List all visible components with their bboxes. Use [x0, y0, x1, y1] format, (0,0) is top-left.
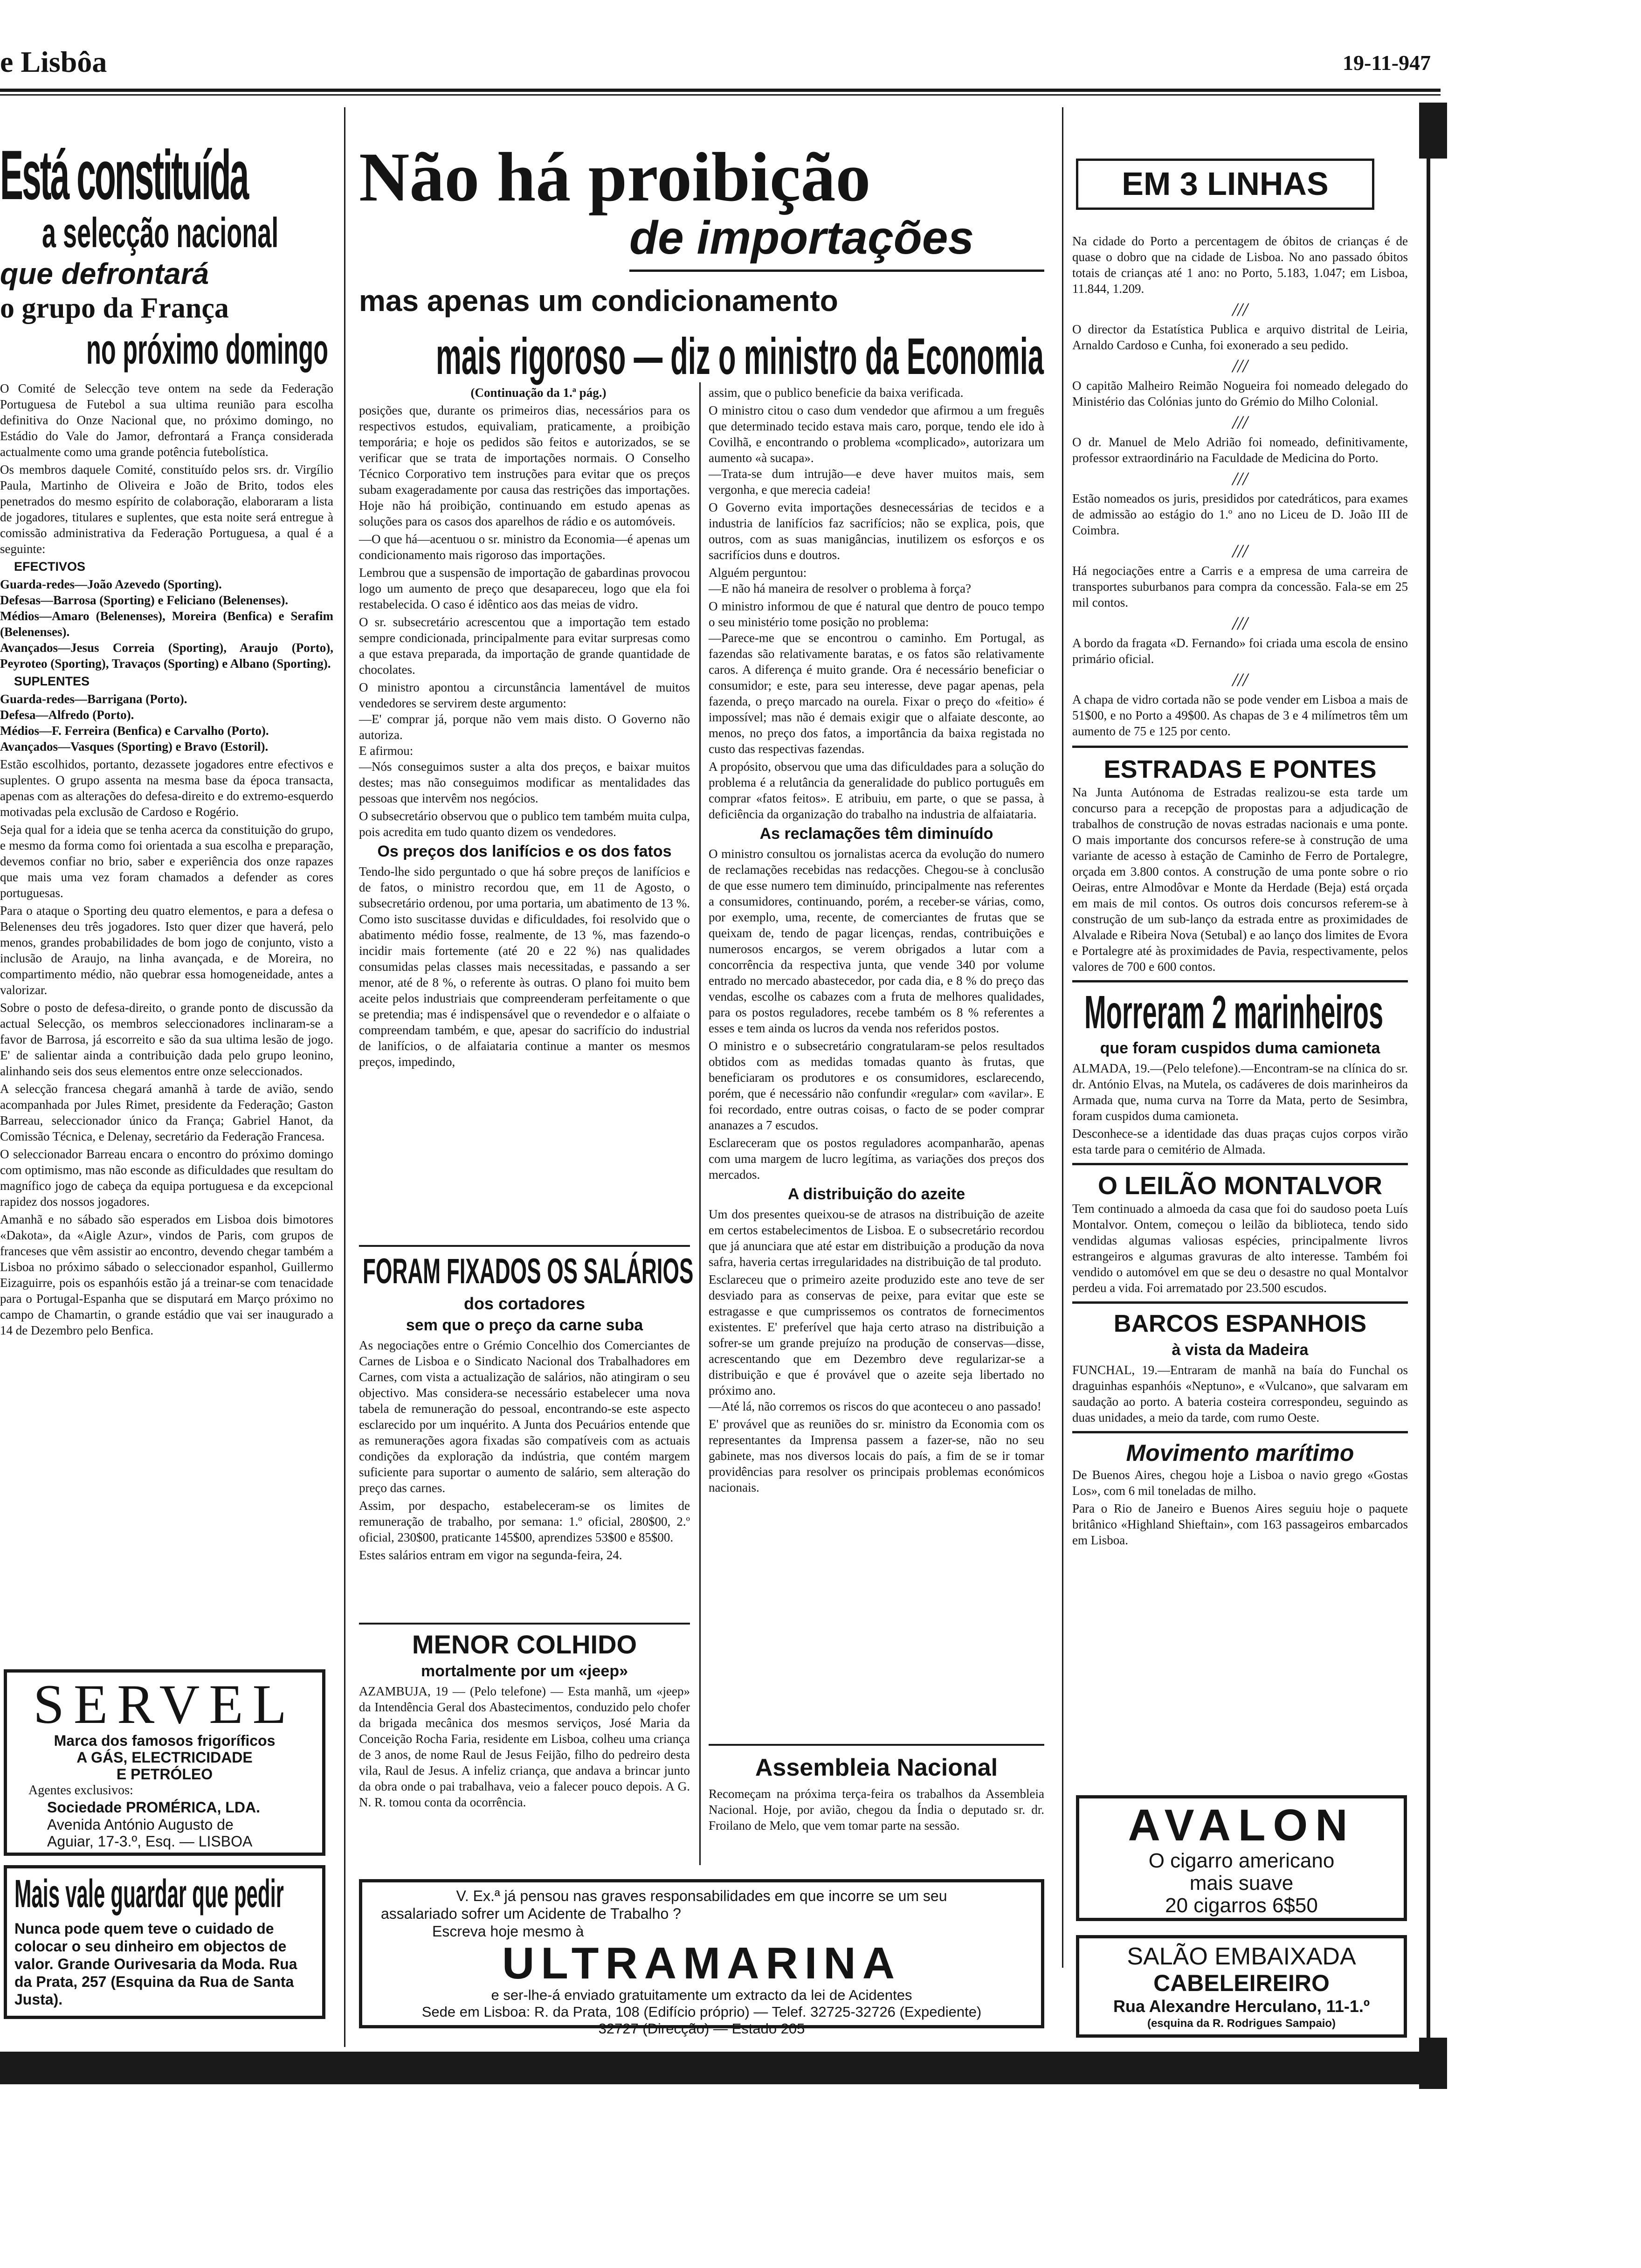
main-column-left — [359, 385, 690, 1072]
brief-item: A bordo da fragata «D. Fernando» foi criada uma escola de ensino primário oficial. — [1072, 636, 1408, 666]
section-rule — [1072, 1301, 1408, 1304]
barcos-subheading: à vista da Madeira — [1172, 1341, 1309, 1359]
ultramarina-line: Escreva hoje mesmo à — [432, 1923, 584, 1940]
bottom-rule — [0, 2052, 1427, 2084]
menor-headline: MENOR COLHIDO — [412, 1630, 637, 1659]
article-paragraph: A propósito, observou que uma das dificuldades para a solução do problema é a relutância da generalidade do publico português em comprar «fatos feitos». E atribuiu, em parte, o que se passa, à deficiência da organização do trabalho na industria de alfaiataria. — [709, 760, 1044, 821]
section-rule — [1072, 980, 1408, 982]
salarios-paragraph: Estes salários entram em vigor na segunda-feira, 24. — [359, 1548, 622, 1562]
article-subheading: As reclamações têm diminuído — [759, 825, 993, 843]
article-subheading: A distribuição do azeite — [787, 1185, 965, 1203]
section-rule — [1072, 1431, 1408, 1433]
morreram-headline: Morreram 2 marinheiros — [1084, 986, 1384, 1038]
separator-mark: /// — [1232, 355, 1248, 376]
separator-mark: /// — [1232, 540, 1248, 561]
separator-mark: /// — [1232, 468, 1248, 489]
em-3-linhas-box — [1076, 159, 1374, 210]
sport-headline-5: no próximo domingo — [86, 326, 329, 373]
sport-headline-2: a selecção nacional — [42, 210, 279, 256]
ultramarina-line: 32727 (Direcção) — Estado 205 — [598, 2020, 805, 2037]
main-headline-1: Não há proibição — [359, 138, 871, 216]
salao-line: (esquina da R. Rodrigues Sampaio) — [1147, 2017, 1336, 2030]
salao-line: SALÃO EMBAIXADA — [1127, 1943, 1356, 1970]
separator-mark: /// — [1232, 412, 1248, 433]
ultramarina-line: Sede em Lisboa: R. da Prata, 108 (Edifício próprio) — Telef. 32725-32726 (Expediente) — [421, 2004, 982, 2020]
masthead-rule — [0, 89, 1441, 92]
article-paragraph: O ministro citou o caso dum vendedor que afirmou a um freguês que determinado tecido estava mais caro, porque, tendo ele ido à Covilhã, e encontrando o problema «complicado», autorizara um aumento «à sucapa». —Trata-se dum intrujão—e deve haver muitos mais, sem vergonha, e que merecia cadeia! — [709, 403, 1044, 497]
masthead-rule-thin — [0, 94, 1441, 96]
servel-line: A GÁS, ELECTRICIDADE — [76, 1749, 253, 1766]
sport-paragraph: O seleccionador Barreau encara o encontro do próximo domingo com optimismo, mas não esconde as dificuldades que resultam do magnífico jogo de cabeça da equipa portuguesa e da excepcional rapidez dos nossos jogadores. — [0, 1147, 333, 1209]
brief-item: Há negociações entre a Carris e a empresa de uma carreira de transportes suburbanos para compra da concessão. Fala-se em 25 mil contos. — [1072, 564, 1408, 609]
avalon-line: mais suave — [1189, 1872, 1294, 1895]
article-paragraph: O Governo evita importações desnecessárias de tecidos e a industria de lanifícios faz sacrifícios; não se explica, pois, que outros, com as suas manigâncias, inutilizem os esforços e os sacrifícios duns e doutros. — [709, 500, 1044, 562]
ourivesaria-text: Nunca pode quem teve o cuidado de colocar o seu dinheiro em objectos de valor. Grande Ourivesaria da Moda. Rua da Prata, 257 (Esquina da Rua de Santa Justa). — [14, 1920, 297, 2008]
movimento-paragraph: Para o Rio de Janeiro e Buenos Aires seguiu hoje o paquete britânico «Highland Shieftain», com 163 passageiros embarcados em Lisboa. — [1072, 1501, 1408, 1547]
avalon-brand: AVALON — [1128, 1800, 1355, 1850]
morreram-subheading: que foram cuspidos duma camioneta — [1100, 1039, 1380, 1057]
article-paragraph: —O que há—acentuou o sr. ministro da Economia—é apenas um condicionamento mais rigoroso das importações. — [359, 532, 690, 562]
avalon-line: O cigarro americano — [1148, 1849, 1335, 1872]
sport-paragraph: A selecção francesa chegará amanhã à tarde de avião, sendo acompanhada por Jules Rimet, presidente da Federação; Gaston Barreau, seleccionador único da França; Gabriel Hanot, da Comissão Técnica, e Delenay, secretário da Federação Francesa. — [0, 1082, 333, 1143]
article-paragraph: O ministro apontou a circunstância lamentável de muitos vendedores se servirem deste argumento: —E' comprar já, porque não vem mais disto. O Governo não autoriza. E afirmou: —Nós conseguimos suster a alta dos preços, e baixar muitos destes; mas não conseguimos modificar as mentalidades das pessoas que intervêm nos negócios. — [359, 680, 690, 805]
brief-item: Estão nomeados os juris, presididos por catedráticos, para exames de admissão ao estágio do 1.º ano no Liceu de D. João III de Coimbra. — [1072, 491, 1408, 537]
main-headline-4: mais rigoroso — diz o ministro da Economia — [436, 328, 1044, 385]
salarios-paragraph: Assim, por despacho, estabeleceram-se os limites de remuneração de trabalho, por semana: 1.º oficial, 280$00, 2.º oficial, 230$00, praticante 145$00, aprendizes 53$00 e 85$00. — [359, 1499, 690, 1544]
movimento-paragraph: De Buenos Aires, chegou hoje a Lisboa o navio grego «Gostas Los», com 6 mil toneladas de milho. — [1072, 1468, 1408, 1498]
servel-line: Marca dos famosos frigoríficos — [54, 1732, 276, 1749]
col-separator-2 — [1062, 107, 1063, 1968]
estradas-headline: ESTRADAS E PONTES — [1103, 755, 1377, 783]
article-subheading: Os preços dos lanifícios e os dos fatos — [377, 843, 672, 860]
col-separator-3 — [699, 382, 701, 1865]
sport-paragraph: Sobre o posto de defesa-direito, o grande ponto de discussão da actual Selecção, os membros seleccionadores inclinaram-se a favor de Barrosa, já escorreito e são da sua ultima lesão de jogo. E' de salientar ainda a contribuição dada pelo grupo leonino, alinhando seis dos seus elementos entre onze seleccionados. — [0, 1001, 333, 1078]
article-paragraph: O ministro e o subsecretário congratularam-se pelos resultados obtidos com as medidas tomadas quanto às frutas, que beneficiaram os produtores e os consumidores, esclarecendo, porém, que é necessário não confundir «regular» com «avilar». E foi recordado, entre outras coisas, o facto de se poder comprar ananazes a 7 escudos. — [709, 1039, 1044, 1132]
leilao-headline: O LEILÃO MONTALVOR — [1098, 1172, 1382, 1200]
col-separator-1 — [344, 107, 345, 2047]
menor-subheading: mortalmente por um «jeep» — [421, 1662, 628, 1680]
article-paragraph: O subsecretário observou que o publico tem também muita culpa, pois acredita em tudo quanto dizem os vendedores. — [359, 809, 690, 839]
servel-line: E PETRÓLEO — [116, 1766, 213, 1783]
continuation-note: (Continuação da 1.ª pág.) — [470, 386, 607, 400]
salao-line: CABELEIREIRO — [1153, 1970, 1330, 1996]
avalon-price: 20 cigarros 6$50 — [1165, 1894, 1318, 1917]
article-paragraph: E' provável que as reuniões do sr. ministro da Economia com os representantes da Imprensa passem a fazer-se, não no seu gabinete, mas nos diversos locais do país, a fim de se ir tomar providências para resolver os principais problemas económicos nacionais. — [709, 1417, 1044, 1494]
main-headline-2: de importações — [629, 212, 974, 264]
salarios-subheading: dos cortadores — [463, 1294, 586, 1313]
ultramarina-ad — [359, 1879, 1044, 2037]
separator-mark: /// — [1232, 299, 1248, 320]
right-column — [1072, 233, 1408, 1550]
ultramarina-line: V. Ex.ª já pensou nas graves responsabilidades em que incorre se um seu — [456, 1888, 947, 1904]
salarios-paragraph: As negociações entre o Grémio Concelhio dos Comerciantes de Carnes de Lisboa e o Sindicato Nacional dos Trabalhadores em Carnes, com vista a actualização de salários, não atingiram o seu objectivo. Mas considera-se necessário estabelecer uma nova tabela de remuneração do pessoal, encontrando-se este aspecto esclarecido por um inquérito. A Junta dos Pecuários entende que as remunerações agora fixadas são compatíveis com as actuais condições da exploração da indústria, que contém margem suficiente para suportar o aumento de salário, sem alteração do preço das carnes. — [359, 1338, 690, 1495]
barcos-headline: BARCOS ESPANHOIS — [1113, 1310, 1367, 1337]
servel-line: Agentes exclusivos: — [28, 1783, 133, 1798]
barcos-paragraph: FUNCHAL, 19.—Entraram de manhã na baía do Funchal os draguinhas espanhóis «Neptuno», e «Vulcano», que salvaram em saudação ao porto. A bateria costeira correspondeu, seguindo as duas unidades, a meio da tarde, com rumo Oeste. — [1072, 1363, 1408, 1424]
column-sport — [0, 136, 333, 1340]
menor-paragraph: AZAMBUJA, 19 — (Pelo telefone) — Esta manhã, um «jeep» da Intendência Geral dos Abastecimentos, conduzido pelo chofer da brigada mecânica dos mesmos serviços, José Maria da Conceição Rocha Faria, residente em Lisboa, colheu uma criança de 3 anos, de nome Raul de Jesus Feijão, filho do pedreiro desta vila, Raul de Jesus. A infeliz criança, que andava a brincar junto da obra onde o pai trabalhava, veio a falecer pouco depois. A G. N. R. tomou conta da ocorrência. — [359, 1684, 690, 1809]
article-paragraph: Lembrou que a suspensão de importação de gabardinas provocou logo um aumento de preço que desapareceu, logo que ela foi restabelecida. O caso é idêntico aos das meias de vidro. — [359, 566, 690, 611]
masthead-title: e Lisbôa — [0, 45, 107, 78]
right-border-top — [1419, 103, 1447, 159]
salarios-headline: FORAM FIXADOS OS SALÁRIOS — [363, 1252, 694, 1291]
brief-item: A chapa de vidro cortada não se pode vender em Lisboa a mais de 51$00, e no Porto a 49$00. As chapas de 3 e 4 milímetros têm um aumento de 75 e 125 por cento. — [1072, 692, 1408, 738]
article-paragraph: O ministro consultou os jornalistas acerca da evolução do numero de reclamações recebidas nas redacções. Chegou-se à conclusão de que esse numero tem diminuído, principalmente nas referentes a consumidores, continuando, porém, a receber-se várias, como, por exemplo, uma, recente, de comerciantes de frutas que se queixam de, tendo de pagar licenças, rendas, contribuições e numerosos encargos, se verem obrigados a lutar com a concorrência da respectiva junta, que vende 340 por volume entrado no mercado abastecedor, por cada dia, e 8 % do preço das vendas, escolhe os cabazes com a fruta de melhores qualidades, para os postos reguladores, recebe também os 8 % referentes a esses e tem ainda os lucros da venda nos referidos postos. — [709, 847, 1044, 1035]
em-3-linhas-title: EM 3 LINHAS — [1122, 166, 1329, 202]
efectivos-list: Guarda-redes—João Azevedo (Sporting). Defesas—Barrosa (Sporting) e Feliciano (Belenenses). Médios—Amaro (Belenenses), Moreira (Benfica) e Serafim (Belenenses). Avançados—Jesus Correia (Sporting), Araujo (Porto), Peyroteo (Sporting), Travaços (Sporting) e Albano (Sporting). — [0, 577, 333, 671]
ultramarina-brand: ULTRAMARINA — [502, 1938, 902, 1988]
section-rule — [1072, 746, 1408, 748]
efectivos-label: EFECTIVOS — [14, 560, 86, 574]
servel-line: Avenida António Augusto de — [47, 1816, 234, 1833]
brief-item: Na cidade do Porto a percentagem de óbitos de crianças é de quase o dobro que na cidade de Lisboa. No ano passado óbitos totais de crianças até 1 ano: no Porto, 5.183, 1.047; em Lisboa, 11.844, 1.209. — [1072, 234, 1408, 296]
sport-paragraph: Amanhã e no sábado são esperados em Lisboa dois bimotores «Dakota», da «Aigle Azur», vindos de Paris, com grupos de franceses que vêm assistir ao encontro, devendo chegar também a Lisboa no próximo sábado o seleccionador espanhol, Guillermo Eizaguirre, pois os espanhóis estão já a treinar-se com tenacidade para o Portugal-Espanha que se disputará em Março próximo no campo de Chamartin, o grande estádio que vai ser inaugurado a 14 de Dezembro pelo Benfica. — [0, 1212, 333, 1337]
separator-mark: /// — [1232, 669, 1248, 690]
ourivesaria-ad — [4, 1865, 325, 2019]
article-paragraph: Alguém perguntou: —E não há maneira de resolver o problema à força? — [709, 566, 971, 595]
assembleia-headline: Assembleia Nacional — [755, 1754, 998, 1781]
brief-item: O dr. Manuel de Melo Adrião foi nomeado, definitivamente, professor extraordinário na Faculdade de Medicina do Porto. — [1072, 435, 1408, 465]
servel-line: Sociedade PROMÉRICA, LDA. — [47, 1799, 260, 1816]
sport-paragraph: O Comité de Selecção teve ontem na sede da Federação Portuguesa de Futebol a sua ultima reunião para escolha definitiva do Onze Nacional que, no próximo domingo, no Estádio do Vale do Jamor, defrontará a França considerada actualmente como uma grande potência futebolística. — [0, 381, 333, 459]
ourivesaria-title: Mais vale guardar que pedir — [14, 1872, 284, 1915]
morreram-paragraph: Desconhece-se a identidade das duas praças cujos corpos virão esta tarde para o cemitério de Almada. — [1072, 1127, 1408, 1156]
article-paragraph: O sr. subsecretário acrescentou que a importação tem estado sempre condicionada, principalmente para evitar surpresas como a que estava preparada, da importação de grande quantidade de chocolates. — [359, 615, 690, 677]
sport-headline-3: que defrontará — [0, 257, 209, 290]
separator-mark: /// — [1232, 613, 1248, 634]
article-paragraph: O ministro informou de que é natural que dentro de pouco tempo o seu ministério tome posição no problema: —Parece-me que se encontrou o caminho. Em Portugal, as fazendas são relativamente baratas, e os fatos são relativamente caros. A diferença é muito grande. Ora é necessário beneficiar o consumidor; e este, para seu interesse, deve pagar apenas, pela fazenda, o preço marcado na ourela. Fixar o preço do «feitio» é impossível; mas não é demais exigir que o alfaiate desconte, ao menos, no preço dos fatos, a importância da baixa registada no custo das respectivas fazendas. — [709, 599, 1044, 756]
morreram-paragraph: ALMADA, 19.—(Pelo telefone).—Encontram-se na clínica do sr. dr. António Elvas, na Mutela, os cadáveres de dois marinheiros da Armada que, numa curva na Torre da Mata, perto de Sesimbra, foram cuspidos duma camioneta. — [1072, 1061, 1408, 1123]
avalon-ad — [1076, 1795, 1407, 1921]
headline-rule — [629, 270, 1044, 272]
ultramarina-line: e ser-lhe-á enviado gratuitamente um extracto da lei de Acidentes — [491, 1987, 912, 2003]
leilao-paragraph: Tem continuado a almoeda da casa que foi do saudoso poeta Luís Montalvor. Ontem, começou o leilão da biblioteca, tendo sido vendidas algumas valiosas espécies, principalmente livros estrangeiros e algumas gravuras de alto interesse. Também foi vendido o automóvel em que se deu o desastre no qual Montalvor perdeu a vida. Foi arrematado por 23.500 escudos. — [1072, 1202, 1408, 1295]
masthead-date: 19-11-947 — [1343, 51, 1431, 75]
suplentes-label: SUPLENTES — [14, 674, 90, 688]
salarios-subheading: sem que o preço da carne suba — [406, 1316, 643, 1334]
ultramarina-line: assalariado sofrer um Acidente de Trabalho ? — [381, 1905, 681, 1922]
section-rule — [1072, 1163, 1408, 1165]
article-paragraph: Um dos presentes queixou-se de atrasos na distribuição de azeite em certos estabelecimentos de Lisboa. E o subsecretário recordou que já anunciara que até estar em distribuição a produção da nova safra, haveria certas irregularidades na distribuição de tal produto. — [709, 1207, 1044, 1269]
movimento-headline: Movimento marítimo — [1126, 1440, 1354, 1466]
brief-item: O director da Estatística Publica e arquivo distrital de Leiria, Arnaldo Cardoso e Cunha, foi exonerado a seu pedido. — [1072, 322, 1408, 352]
article-paragraph: Esclareceram que os postos reguladores acompanharão, apenas com uma margem de lucro legítima, as variações dos preços dos mercados. — [709, 1136, 1044, 1182]
menor-article — [359, 1630, 690, 1812]
brief-item: O capitão Malheiro Reimão Nogueira foi nomeado delegado do Ministério das Colónias junto do Grémio do Milho Colonial. — [1072, 379, 1408, 408]
article-paragraph: assim, que o publico beneficie da baixa verificada. — [709, 386, 964, 400]
sport-paragraph: Para o ataque o Sporting deu quatro elementos, e para a defesa o Belenenses deu três jogadores. Isto quer dizer que haverá, pelo menos, grandes probabilidades de bom jogo de conjunto, visto a inclusão de Araujo, na linha avançada, e de Moreira, no compartimento médio, não quebrar essa homogeneidade, antes a valorizar. — [0, 904, 333, 997]
assembleia-top-rule — [709, 1744, 1044, 1746]
main-headline-3: mas apenas um condicionamento — [359, 284, 838, 318]
salarios-article — [359, 1252, 694, 1565]
assembleia-article — [709, 1753, 1044, 1835]
salao-line: Rua Alexandre Herculano, 11-1.º — [1113, 1997, 1370, 2016]
sport-paragraph: Estão escolhidos, portanto, dezassete jogadores entre efectivos e suplentes. O grupo assenta na mesma base da época transacta, apenas com as alterações do defesa-direito e do extremo-esquerdo motivadas pela exclusão de Cardoso e Rogério. — [0, 757, 333, 819]
sport-headline-4: o grupo da França — [0, 292, 229, 324]
salao-ad — [1076, 1935, 1407, 2038]
article-paragraph: Tendo-lhe sido perguntado o que há sobre preços de lanifícios e de fatos, o ministro recordou que, em 11 de Agosto, o subsecretário ordenou, por uma portaria, um abatimento de 13 %. Como isto suscitasse duvidas e dificuldades, foi resolvido que o abatimento médio fosse, realmente, de 13 %, mas fazendo-o incidir mais fortemente (até 20 e 22 %) nas qualidades consumidas pelas classes mais necessitadas, e passando a ser menor, até de 8 %, o referente às outras. O plano foi muito bem aceite pelos industriais que compreenderam perfeitamente o que se pretendia; mas é indispensável que o revendedor e o alfaiate o compreendam também, e que, apesar do sacrifício do industrial de lanifícios, o de alfaiataria continue a manter os mesmos preços, impedindo, — [359, 864, 690, 1069]
sport-paragraph: Os membros daquele Comité, constituído pelos srs. dr. Virgílio Paula, Martinho de Oliveira e João de Brito, todos eles penetrados do mesmo espírito de colaboração, elaboraram a lista de jogadores, titulares e suplentes, que esta noite será entregue à comissão administrativa da Federação Portuguesa, a qual é a seguinte: — [0, 463, 333, 556]
sport-paragraph: Seja qual for a ideia que se tenha acerca da constituição do grupo, e mesmo da forma como foi orientada a sua escolha e preparação, devemos confiar no brio, saber e experiência dos onze rapazes que mais uma vez foram chamados a defender as cores portuguesas. — [0, 823, 333, 900]
salarios-top-rule — [359, 1245, 690, 1247]
servel-brand: SERVEL — [33, 1673, 296, 1735]
servel-line: Aguiar, 17-3.º, Esq. — LISBOA — [47, 1833, 253, 1850]
sport-headline-1: Está constituída — [0, 136, 248, 214]
article-paragraph: Esclareceu que o primeiro azeite produzido este ano teve de ser desviado para as conservas de peixe, para evitar que este se estragasse e que cumprissemos os contratos de fornecimentos existentes. E' preferível que haja certo atraso na distribuição a sofrer-se um grande prejuízo na produção de conservas—disse, acrescentando que em Dezembro deve regularizar-se a distribuição e que é provável que o azeite seja libertado no próximo ano. —Até lá, não corremos os riscos do que aconteceu o ano passado! — [709, 1272, 1044, 1413]
servel-ad — [4, 1669, 325, 1856]
article-paragraph: posições que, durante os primeiros dias, necessários para os respectivos estudos, equivaliam, praticamente, a proibição temporária; e hoje os pedidos são feitos e autorizados, se se verificar que se trata de importações normais. O Conselho Técnico Corporativo tem instruções para evitar que os preços subam exageradamente por causa das restrições das importações. Hoje não há proibição, continuando em estudo apenas as soluções para os casos dos aparelhos de rádio e os automóveis. — [359, 403, 690, 528]
assembleia-paragraph: Recomeçam na próxima terça-feira os trabalhos da Assembleia Nacional. Hoje, por avião, chegou da Índia o deputado sr. dr. Froilano de Melo, que vem tomar parte na sessão. — [709, 1787, 1044, 1832]
suplentes-list: Guarda-redes—Barrigana (Porto). Defesa—Alfredo (Porto). Médios—F. Ferreira (Benfica) e Carvalho (Porto). Avançados—Vasques (Sporting) e Bravo (Estoril). — [0, 692, 269, 754]
menor-top-rule — [359, 1623, 690, 1625]
right-border-line — [1427, 159, 1430, 2038]
main-column-right — [709, 385, 1044, 1497]
estradas-paragraph: Na Junta Autónoma de Estradas realizou-se esta tarde um concurso para a recepção de propostas para a adjudicação de trabalhos de construção de novas estradas nacionais e uma ponte. O mais importante dos concursos refere-se à construção de uma variante de acesso à estação de Caminho de Ferro de Portalegre, orçada em 3.800 contos. A construção de uma ponte sobre o rio Oeiras, entre Almodôvar e Monte da Herdade (Beja) está orçada em mais de mil contos. Os outros dois concursos referem-se à construção de um sub-lanço da estrada entre as proximidades de Alvalade e Ribeira Nova (Setubal) e ao lanço dos limites de Evora e Portalegre até às proximidades de Pavia, respectivamente, pelos valores de 700 e 600 contos. — [1072, 785, 1408, 974]
